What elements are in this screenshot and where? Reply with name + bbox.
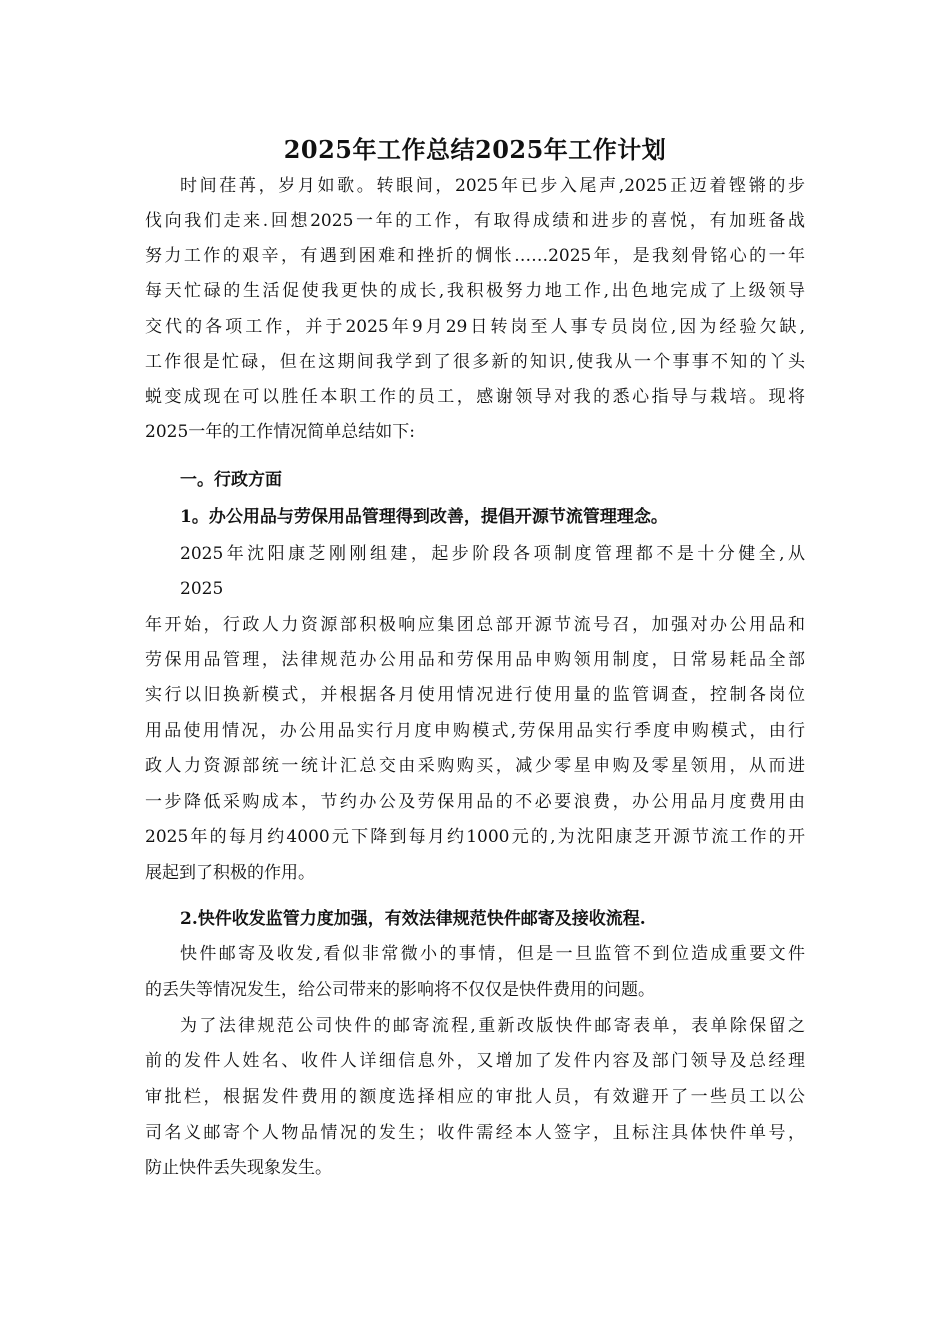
paragraph-line: 为了法律规范公司快件的邮寄流程,重新改版快件邮寄表单，表单除保留之 <box>180 1016 805 1036</box>
paragraph-line: 快件邮寄及收发,看似非常微小的事情，但是一旦监管不到位造成重要文件 <box>180 944 805 964</box>
paragraph-line: 前的发件人姓名、收件人详细信息外，又增加了发件内容及部门领导及总经理 <box>145 1051 805 1071</box>
paragraph-line: 司名义邮寄个人物品情况的发生；收件需经本人签字，且标注具体快件单号， <box>145 1123 805 1143</box>
paragraph-line: 工作很是忙碌，但在这期间我学到了很多新的知识,使我从一个事事不知的丫头 <box>145 352 805 372</box>
paragraph-line: 2025 <box>180 579 224 599</box>
paragraph-line: 每天忙碌的生活促使我更快的成长,我积极努力地工作,出色地完成了上级领导 <box>145 281 805 301</box>
document-title: 2025年工作总结2025年工作计划 <box>283 135 667 164</box>
paragraph-line: 交代的各项工作，并于2025年9月29日转岗至人事专员岗位,因为经验欠缺, <box>145 317 805 337</box>
subsection-heading: 1。办公用品与劳保用品管理得到改善，提倡开源节流管理理念。 <box>180 507 668 527</box>
paragraph-line: 防止快件丢失现象发生。 <box>145 1158 332 1178</box>
paragraph-line: 时间荏苒，岁月如歌。转眼间，2025年已步入尾声,2025正迈着铿锵的步 <box>180 176 805 196</box>
paragraph-line: 蜕变成现在可以胜任本职工作的员工，感谢领导对我的悉心指导与栽培。现将 <box>145 387 805 407</box>
paragraph-line: 的丢失等情况发生，给公司带来的影响将不仅仅是快件费用的问题。 <box>145 980 655 1000</box>
paragraph-line: 努力工作的艰辛，有遇到困难和挫折的惆怅……2025年，是我刻骨铭心的一年 <box>145 246 805 266</box>
paragraph-line: 年开始，行政人力资源部积极响应集团总部开源节流号召，加强对办公用品和 <box>145 615 805 635</box>
paragraph-line: 劳保用品管理，法律规范办公用品和劳保用品申购领用制度，日常易耗品全部 <box>145 650 805 670</box>
paragraph-line: 审批栏，根据发件费用的额度选择相应的审批人员，有效避开了一些员工以公 <box>145 1087 805 1107</box>
paragraph-line: 2025一年的工作情况简单总结如下: <box>145 422 415 442</box>
paragraph-line: 一步降低采购成本，节约办公及劳保用品的不必要浪费，办公用品月度费用由 <box>145 792 805 812</box>
paragraph-line: 伐向我们走来.回想2025一年的工作，有取得成绩和进步的喜悦，有加班备战 <box>145 211 805 231</box>
paragraph-line: 政人力资源部统一统计汇总交由采购购买，减少零星申购及零星领用，从而进 <box>145 756 805 776</box>
subsection-heading: 2.快件收发监管力度加强，有效法律规范快件邮寄及接收流程. <box>180 909 646 929</box>
paragraph-line: 用品使用情况，办公用品实行月度申购模式,劳保用品实行季度申购模式，由行 <box>145 721 805 741</box>
paragraph-line: 实行以旧换新模式，并根据各月使用情况进行使用量的监管调查，控制各岗位 <box>145 685 805 705</box>
paragraph-line: 2025年沈阳康芝刚刚组建，起步阶段各项制度管理都不是十分健全,从 <box>180 544 805 564</box>
paragraph-line: 展起到了积极的作用。 <box>145 863 315 883</box>
section-heading: 一。行政方面 <box>180 470 282 490</box>
paragraph-line: 2025年的每月约4000元下降到每月约1000元的,为沈阳康芝开源节流工作的开 <box>145 827 805 847</box>
